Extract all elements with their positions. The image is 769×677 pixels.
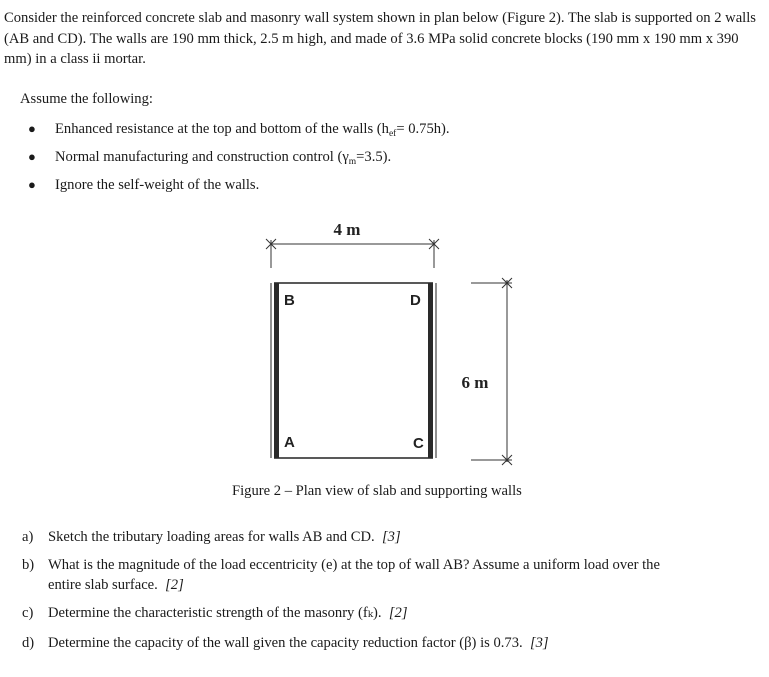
- width-dimension: [266, 220, 439, 268]
- width-label: 4 m: [333, 220, 361, 239]
- question-letter: c): [22, 605, 34, 621]
- assumption-text-end: =3.5).: [356, 149, 392, 165]
- corner-label-c: C: [413, 435, 424, 452]
- figure-caption: Figure 2 – Plan view of slab and supporting walls: [232, 483, 522, 499]
- question-letter: d): [22, 635, 35, 651]
- question-text: Determine the capacity of the wall given the capacity reduction factor (β) is 0.73.: [48, 635, 523, 651]
- question-letter: a): [22, 529, 34, 545]
- bullet-icon: ●: [28, 177, 36, 192]
- corner-label-b: B: [284, 292, 295, 309]
- bullet-icon: ●: [28, 121, 36, 136]
- wall-cd: [428, 283, 433, 458]
- question-marks: [2]: [165, 577, 184, 593]
- wall-ab: [274, 283, 279, 458]
- height-dimension: [462, 278, 512, 465]
- question-marks: [2]: [388, 605, 408, 621]
- assumption-text: Enhanced resistance at the top and bottom of the walls (h: [55, 121, 389, 137]
- question-text: What is the magnitude of the load eccentricity (e) at the top of wall AB? Assume a uniform load over the entire slab surface.: [48, 557, 660, 593]
- assumption-text-end: = 0.75h).: [396, 121, 450, 137]
- question-marks: [3]: [381, 529, 401, 545]
- assumption-subscript: m: [348, 157, 357, 167]
- slab: [271, 283, 436, 458]
- corner-label-d: D: [410, 292, 421, 309]
- height-label: 6 m: [461, 373, 489, 392]
- question-text: Sketch the tributary loading areas for walls AB and CD.: [48, 529, 375, 545]
- problem-statement: Consider the reinforced concrete slab and masonry wall system shown in plan below (Figure 2). The slab is supported on 2 walls (AB and CD). The walls are 190 mm thick, 2.5 m high, and made of 3.6 MPa solid concrete blocks (190 mm x 190 mm x 390 mm) in a class ii mortar.: [4, 10, 756, 67]
- assumption-text: Normal manufacturing and construction control (γ: [55, 149, 349, 165]
- corner-label-a: A: [284, 434, 295, 451]
- assumption-text: Ignore the self-weight of the walls.: [55, 177, 260, 193]
- assumptions-heading: Assume the following:: [20, 91, 153, 107]
- question-text: Determine the characteristic strength of the masonry (fₖ).: [48, 605, 382, 621]
- assumption-subscript: ef: [388, 129, 397, 139]
- bullet-icon: ●: [28, 149, 36, 164]
- question-marks: [3]: [529, 635, 549, 651]
- question-letter: b): [22, 557, 35, 573]
